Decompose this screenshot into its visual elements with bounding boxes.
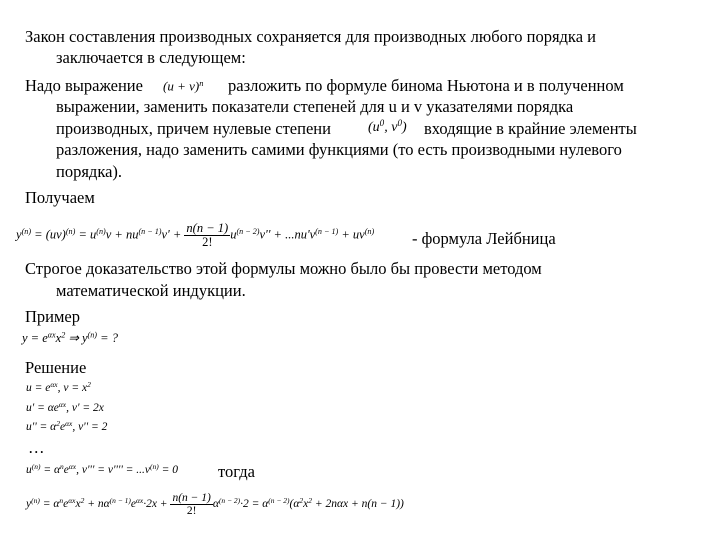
paragraph2-line1-before: Надо выражение	[25, 76, 143, 95]
received-label: Получаем	[25, 188, 95, 207]
example-formula: $y = e^{\alpha x}x^2$ ⇒ $y^{(n)}$ = ?	[22, 330, 118, 345]
proof-line1: Строгое доказательство этой формулы можно было бы провести методом	[25, 259, 542, 278]
example-label: Пример	[25, 307, 81, 326]
solution-line3: $u'' = \alpha^2e^{\alpha x}$, v'' = 2	[26, 419, 108, 434]
solution-line1: $u = e^{\alpha x}$, $v = x^2$	[26, 380, 91, 395]
paragraph2-line5: порядка).	[56, 162, 123, 181]
leibniz-fraction: $\frac{n(n - 1)}{2!}$	[186, 221, 229, 250]
paragraph1-line1: Закон составления производных сохраняется для производных любого порядка и	[25, 27, 596, 46]
solution-line2: $u' = \alpha e^{\alpha x}$, v' = 2x	[26, 400, 104, 415]
leibniz-label: - формула Лейбница	[412, 229, 556, 248]
paragraph2-line3-before: производных, причем нулевые степени	[56, 119, 331, 138]
proof-line2: математической индукции.	[56, 281, 246, 300]
ellipsis: …	[28, 438, 45, 457]
final-fraction: $\frac{n(n - 1)}{2!}$	[172, 492, 211, 518]
then-label: тогда	[218, 462, 255, 481]
leibniz-formula: $y^{(n)} = (uv)^{(n)} = u^{(n)}v + nu^{(n - 1)}v'$ + $\frac{n(n - 1)}{2!}$ $u^{(n - 2)}v'' + ...nu'v^{(n - 1)} + uv^{(n)}$	[16, 221, 375, 250]
paragraph1-line2: заключается в следующем:	[56, 48, 246, 67]
solution-label: Решение	[25, 358, 87, 377]
solution-line4: $u^{(n)} = \alpha^ne^{\alpha x}$, $v''' = v'''' = ...v^{(n)} = 0$	[26, 462, 179, 477]
paragraph2-line2: выражении, заменить показатели степеней для u и v указателями порядка	[56, 97, 574, 116]
zero-powers-formula: ($u^0$, $v^0$)	[368, 118, 407, 135]
paragraph2-line3-after: входящие в крайние элементы	[424, 119, 637, 138]
paragraph2-line4: разложения, надо заменить самими функциями (то есть производными нулевого	[56, 140, 622, 159]
paragraph2-line1-after: разложить по формуле бинома Ньютона и в полученном	[228, 76, 624, 95]
final-formula: $y^{(n)} = \alpha^ne^{\alpha x}x^2 + n\alpha^{(n - 1)}e^{\alpha x}\cdot 2x$ + $\frac{n(n - 1)}{2!}$ $\alpha^{(n - 2)}\cdot 2 = \alpha^{(n - 2)}(\alpha^2x^2 + 2n\alpha x + n(n - 1))$	[26, 492, 404, 518]
binomial-formula: $(u + v)^n$	[163, 78, 204, 94]
